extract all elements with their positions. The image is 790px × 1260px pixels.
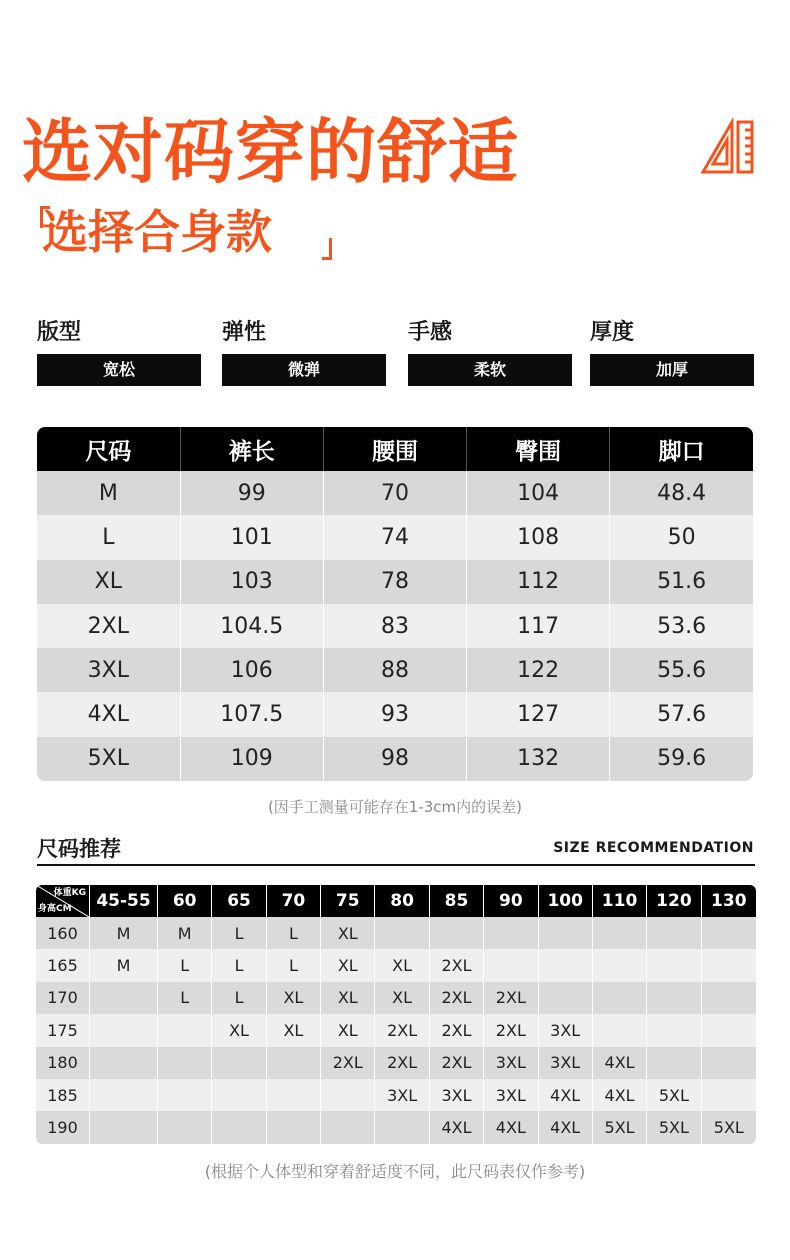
size-cell bbox=[647, 917, 701, 949]
size-cell: 5XL bbox=[647, 1111, 701, 1143]
size-cell: XL bbox=[321, 949, 375, 981]
size-cell: XL bbox=[212, 1014, 266, 1046]
size-cell bbox=[702, 949, 756, 981]
table-cell: 51.6 bbox=[610, 560, 753, 604]
weight-header: 60 bbox=[158, 885, 212, 917]
size-cell: 2XL bbox=[321, 1047, 375, 1079]
size-cell: XL bbox=[321, 1014, 375, 1046]
size-cell: 2XL bbox=[430, 1047, 484, 1079]
table-cell: 53.6 bbox=[610, 604, 753, 648]
size-cell bbox=[212, 1047, 266, 1079]
size-cell bbox=[430, 917, 484, 949]
size-cell: XL bbox=[267, 982, 321, 1014]
size-cell bbox=[593, 949, 647, 981]
size-cell: L bbox=[212, 949, 266, 981]
size-cell bbox=[539, 917, 593, 949]
table-row bbox=[36, 1111, 756, 1143]
table-row bbox=[37, 515, 753, 559]
attr-thickness bbox=[590, 318, 754, 386]
size-cell bbox=[593, 982, 647, 1014]
table-cell: 83 bbox=[323, 604, 466, 648]
weight-header: 90 bbox=[484, 885, 538, 917]
table-cell: 112 bbox=[467, 560, 610, 604]
attr-label: 手感 bbox=[408, 320, 453, 345]
size-cell bbox=[484, 917, 538, 949]
table-cell: 127 bbox=[467, 692, 610, 736]
size-cell bbox=[702, 1014, 756, 1046]
size-cell bbox=[321, 1079, 375, 1111]
size-cell: 2XL bbox=[375, 1014, 429, 1046]
size-cell: 3XL bbox=[539, 1014, 593, 1046]
size-column-header: 脚口 bbox=[610, 427, 753, 471]
table-cell: 88 bbox=[323, 648, 466, 692]
attr-fit bbox=[37, 318, 201, 386]
table-cell: 109 bbox=[180, 737, 323, 781]
size-cell bbox=[158, 1079, 212, 1111]
size-cell: L bbox=[158, 982, 212, 1014]
table-row bbox=[36, 1047, 756, 1079]
size-cell: L bbox=[158, 949, 212, 981]
size-table-header bbox=[37, 427, 753, 471]
size-cell: 4XL bbox=[539, 1111, 593, 1143]
size-cell bbox=[702, 1079, 756, 1111]
size-cell bbox=[267, 1047, 321, 1079]
size-cell bbox=[647, 1014, 701, 1046]
size-cell: L bbox=[267, 917, 321, 949]
size-cell: 2XL bbox=[430, 982, 484, 1014]
table-cell: 5XL bbox=[37, 737, 180, 781]
size-cell bbox=[90, 982, 158, 1014]
size-cell bbox=[702, 917, 756, 949]
size-cell: XL bbox=[321, 982, 375, 1014]
close-bracket bbox=[322, 238, 332, 260]
table-cell: L bbox=[37, 515, 180, 559]
size-cell bbox=[212, 1079, 266, 1111]
size-cell bbox=[593, 1014, 647, 1046]
weight-header: 70 bbox=[267, 885, 321, 917]
weight-header: 110 bbox=[593, 885, 647, 917]
size-cell bbox=[90, 1047, 158, 1079]
size-cell: 2XL bbox=[430, 1014, 484, 1046]
size-cell: 3XL bbox=[430, 1079, 484, 1111]
height-cell: 190 bbox=[36, 1111, 90, 1143]
measurement-note: (因手工测量可能存在1-3cm内的误差) bbox=[267, 798, 523, 816]
weight-header: 45-55 bbox=[90, 885, 158, 917]
height-cell: 175 bbox=[36, 1014, 90, 1046]
section-divider bbox=[37, 864, 755, 866]
size-cell bbox=[158, 1047, 212, 1079]
reference-note: (根据个人体型和穿着舒适度不同，此尺码表仅作参考) bbox=[204, 1162, 586, 1181]
size-cell: 4XL bbox=[484, 1111, 538, 1143]
size-cell: L bbox=[267, 949, 321, 981]
section-title-en: SIZE RECOMMENDATION bbox=[553, 840, 754, 856]
size-cell bbox=[90, 1014, 158, 1046]
size-cell bbox=[539, 982, 593, 1014]
weight-header: 65 bbox=[212, 885, 266, 917]
size-cell: 3XL bbox=[375, 1079, 429, 1111]
weight-header: 100 bbox=[539, 885, 593, 917]
table-cell: 74 bbox=[323, 515, 466, 559]
weight-axis-label: 体重KG bbox=[53, 888, 86, 898]
size-column-header: 腰围 bbox=[323, 427, 466, 471]
table-cell: 2XL bbox=[37, 604, 180, 648]
size-cell: M bbox=[158, 917, 212, 949]
table-row bbox=[37, 648, 753, 692]
attr-feel bbox=[408, 318, 572, 386]
size-cell bbox=[375, 1111, 429, 1143]
size-cell bbox=[647, 949, 701, 981]
size-table bbox=[37, 427, 753, 781]
size-cell: 4XL bbox=[593, 1047, 647, 1079]
table-cell: XL bbox=[37, 560, 180, 604]
size-cell bbox=[702, 982, 756, 1014]
table-cell: 55.6 bbox=[610, 648, 753, 692]
table-row bbox=[37, 737, 753, 781]
size-column-header: 尺码 bbox=[37, 427, 180, 471]
size-cell bbox=[158, 1111, 212, 1143]
attr-value: 柔软 bbox=[408, 354, 572, 386]
size-cell: XL bbox=[321, 917, 375, 949]
size-cell bbox=[267, 1111, 321, 1143]
size-cell: 5XL bbox=[647, 1079, 701, 1111]
size-cell: XL bbox=[375, 982, 429, 1014]
size-cell: 3XL bbox=[484, 1079, 538, 1111]
size-cell bbox=[375, 917, 429, 949]
height-cell: 160 bbox=[36, 917, 90, 949]
size-cell bbox=[158, 1014, 212, 1046]
table-cell: 59.6 bbox=[610, 737, 753, 781]
height-cell: 170 bbox=[36, 982, 90, 1014]
table-row bbox=[36, 949, 756, 981]
size-cell: 5XL bbox=[702, 1111, 756, 1143]
table-row bbox=[36, 917, 756, 949]
size-cell: 2XL bbox=[484, 982, 538, 1014]
size-cell bbox=[321, 1111, 375, 1143]
size-cell: 4XL bbox=[539, 1079, 593, 1111]
table-cell: 3XL bbox=[37, 648, 180, 692]
table-cell: 4XL bbox=[37, 692, 180, 736]
sub-title: 选择合身款 bbox=[42, 205, 272, 259]
height-cell: 165 bbox=[36, 949, 90, 981]
size-cell bbox=[593, 917, 647, 949]
size-cell: L bbox=[212, 917, 266, 949]
table-cell: 93 bbox=[323, 692, 466, 736]
size-cell bbox=[267, 1079, 321, 1111]
table-cell: 70 bbox=[323, 471, 466, 515]
table-cell: 104 bbox=[467, 471, 610, 515]
table-cell: 132 bbox=[467, 737, 610, 781]
ruler-triangle-icon bbox=[700, 118, 756, 176]
weight-header: 130 bbox=[702, 885, 756, 917]
size-column-header: 裤长 bbox=[180, 427, 323, 471]
main-title: 选对码穿的舒适 bbox=[22, 111, 519, 193]
size-cell bbox=[90, 1079, 158, 1111]
table-cell: M bbox=[37, 471, 180, 515]
size-cell: 2XL bbox=[430, 949, 484, 981]
table-row bbox=[37, 692, 753, 736]
weight-header: 75 bbox=[321, 885, 375, 917]
height-cell: 180 bbox=[36, 1047, 90, 1079]
table-cell: 104.5 bbox=[180, 604, 323, 648]
size-cell: M bbox=[90, 917, 158, 949]
size-cell bbox=[702, 1047, 756, 1079]
height-axis-label: 身高CM bbox=[38, 904, 72, 914]
attr-label: 厚度 bbox=[590, 320, 635, 345]
table-cell: 48.4 bbox=[610, 471, 753, 515]
table-row bbox=[36, 1079, 756, 1111]
attr-value: 加厚 bbox=[590, 354, 754, 386]
size-cell bbox=[90, 1111, 158, 1143]
table-row bbox=[37, 471, 753, 515]
size-recommendation-table bbox=[36, 885, 756, 1144]
table-cell: 57.6 bbox=[610, 692, 753, 736]
table-cell: 50 bbox=[610, 515, 753, 559]
weight-header: 80 bbox=[375, 885, 429, 917]
table-cell: 103 bbox=[180, 560, 323, 604]
table-cell: 108 bbox=[467, 515, 610, 559]
size-cell: XL bbox=[375, 949, 429, 981]
table-cell: 117 bbox=[467, 604, 610, 648]
weight-header: 85 bbox=[430, 885, 484, 917]
size-cell bbox=[484, 949, 538, 981]
size-cell: 2XL bbox=[484, 1014, 538, 1046]
size-cell: 3XL bbox=[539, 1047, 593, 1079]
attr-label: 版型 bbox=[37, 320, 82, 345]
table-cell: 122 bbox=[467, 648, 610, 692]
table-row bbox=[36, 982, 756, 1014]
size-cell: 4XL bbox=[430, 1111, 484, 1143]
attr-value: 宽松 bbox=[37, 354, 201, 386]
table-cell: 78 bbox=[323, 560, 466, 604]
size-cell bbox=[647, 1047, 701, 1079]
size-cell: M bbox=[90, 949, 158, 981]
size-cell: XL bbox=[267, 1014, 321, 1046]
size-cell bbox=[212, 1111, 266, 1143]
section-title: 尺码推荐 bbox=[37, 837, 121, 861]
size-cell: 3XL bbox=[484, 1047, 538, 1079]
table-cell: 106 bbox=[180, 648, 323, 692]
size-cell: 5XL bbox=[593, 1111, 647, 1143]
weight-header-row bbox=[36, 885, 756, 917]
height-cell: 185 bbox=[36, 1079, 90, 1111]
size-cell: 2XL bbox=[375, 1047, 429, 1079]
weight-header: 120 bbox=[647, 885, 701, 917]
table-cell: 98 bbox=[323, 737, 466, 781]
size-cell: 4XL bbox=[593, 1079, 647, 1111]
attr-label: 弹性 bbox=[222, 320, 267, 345]
table-row bbox=[36, 1014, 756, 1046]
size-cell: L bbox=[212, 982, 266, 1014]
table-cell: 101 bbox=[180, 515, 323, 559]
size-cell bbox=[647, 982, 701, 1014]
table-cell: 99 bbox=[180, 471, 323, 515]
size-column-header: 臀围 bbox=[467, 427, 610, 471]
size-cell bbox=[539, 949, 593, 981]
table-row bbox=[37, 560, 753, 604]
table-cell: 107.5 bbox=[180, 692, 323, 736]
table-row bbox=[37, 604, 753, 648]
attr-elasticity bbox=[222, 318, 386, 386]
table-corner-cell bbox=[36, 885, 90, 917]
attr-value: 微弹 bbox=[222, 354, 386, 386]
